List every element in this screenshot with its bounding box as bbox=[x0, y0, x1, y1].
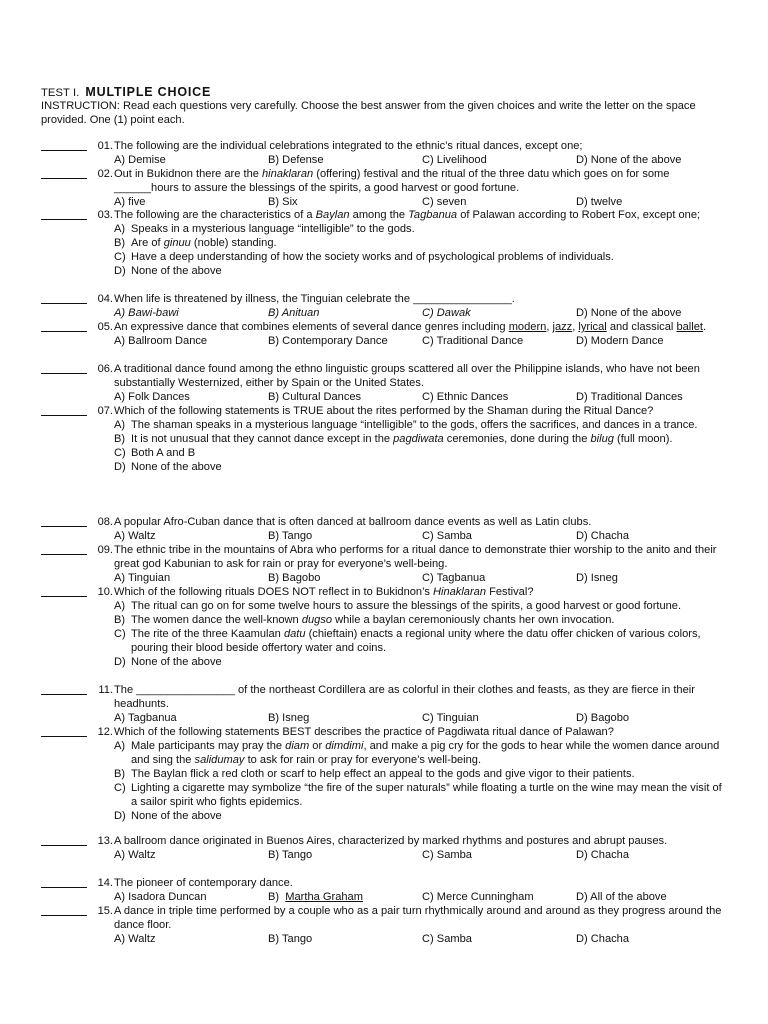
question-4 bbox=[41, 292, 741, 320]
option-a: A) The shaman speaks in a mysterious language “intelligible” to the gods, offers the sacrifices, and dances in a trance. bbox=[114, 419, 698, 431]
choice-c: C) Samba bbox=[422, 530, 472, 542]
choice-b: B) Tango bbox=[268, 530, 313, 542]
choice-b: B) Bagobo bbox=[268, 572, 321, 584]
test-label: TEST I. bbox=[41, 87, 80, 99]
question-3 bbox=[41, 208, 741, 278]
question-number: 15. bbox=[97, 905, 113, 917]
choice-b: B) Six bbox=[268, 196, 298, 208]
question-stem: A ballroom dance originated in Buenos Aires, characterized by marked rhythms and postures and abrupt pauses. bbox=[114, 835, 668, 847]
choice-b: B) Anituan bbox=[268, 307, 320, 319]
question-number: 06. bbox=[97, 363, 113, 375]
option-d: D) None of the above bbox=[114, 656, 222, 668]
choice-c: C) Tagbanua bbox=[422, 572, 486, 584]
question-10 bbox=[41, 585, 741, 669]
choice-a: A) Ballroom Dance bbox=[114, 335, 208, 347]
choice-a: A) Waltz bbox=[114, 933, 156, 945]
question-1 bbox=[41, 139, 741, 167]
answer-blank[interactable] bbox=[41, 292, 87, 304]
answer-blank[interactable] bbox=[41, 543, 87, 555]
option-d: D) None of the above bbox=[114, 810, 222, 822]
question-number: 01. bbox=[97, 140, 113, 152]
question-14 bbox=[41, 876, 741, 904]
option-a: A) The ritual can go on for some twelve hours to assure the blessings of the spirits, a good harvest or good fortune. bbox=[114, 600, 682, 612]
choice-a: A) Bawi-bawi bbox=[114, 307, 179, 319]
question-stem: The following are the individual celebrations integrated to the ethnic’s ritual dances, except one; bbox=[114, 140, 583, 152]
choice-d: D) Isneg bbox=[576, 572, 618, 584]
answer-blank[interactable] bbox=[41, 404, 87, 416]
question-stem: The ethnic tribe in the mountains of Abra who performs for a ritual dance to demonstrate thier worship to the anito and their great god Kabunian to ask for rain or pray for everyone’s well-being. bbox=[114, 544, 717, 570]
choice-a: A) Folk Dances bbox=[114, 391, 190, 403]
answer-blank[interactable] bbox=[41, 904, 87, 916]
question-number: 04. bbox=[97, 293, 113, 305]
choice-a: A) Waltz bbox=[114, 530, 156, 542]
choice-b: B) Tango bbox=[268, 933, 313, 945]
option-c: C) The rite of the three Kaamulan datu (chieftain) enacts a regional unity where the datu offer chicken of various colors, pouring their blood beside offertory water and coins. bbox=[114, 628, 701, 654]
answer-blank[interactable] bbox=[41, 876, 87, 888]
choice-d: D) twelve bbox=[576, 196, 623, 208]
option-c: C) Have a deep understanding of how the society works and of psychological problems of individuals. bbox=[114, 251, 614, 263]
choice-d: D) All of the above bbox=[576, 891, 667, 903]
question-5 bbox=[41, 320, 741, 348]
option-c: C) Both A and B bbox=[114, 447, 196, 459]
question-stem: The ________________ of the northeast Cordillera are as colorful in their clothes and feasts, as they are fierce in their headhunts. bbox=[114, 684, 695, 710]
question-number: 12. bbox=[97, 726, 113, 738]
answer-blank[interactable] bbox=[41, 320, 87, 332]
choice-b: B) Contemporary Dance bbox=[268, 335, 388, 347]
question-6 bbox=[41, 362, 741, 404]
question-stem: When life is threatened by illness, the Tinguian celebrate the ________________. bbox=[114, 293, 515, 305]
choice-a: A) Demise bbox=[114, 154, 166, 166]
question-15 bbox=[41, 904, 741, 946]
answer-blank[interactable] bbox=[41, 362, 87, 374]
choice-d: D) Chacha bbox=[576, 530, 630, 542]
question-stem: Which of the following rituals DOES NOT reflect in to Bukidnon’s Hinaklaran Festival? bbox=[114, 586, 534, 598]
choice-c: C) seven bbox=[422, 196, 467, 208]
choice-b: B) Isneg bbox=[268, 712, 310, 724]
question-11 bbox=[41, 683, 741, 725]
choice-c: C) Samba bbox=[422, 849, 472, 861]
question-2 bbox=[41, 167, 741, 209]
answer-blank[interactable] bbox=[41, 208, 87, 220]
option-b: B) Are of ginuu (noble) standing. bbox=[114, 237, 277, 249]
choice-c: C) Tinguian bbox=[422, 712, 479, 724]
choice-b: B) Defense bbox=[268, 154, 324, 166]
question-stem: Which of the following statements BEST describes the practice of Pagdiwata ritual dance of Palawan? bbox=[114, 726, 614, 738]
choice-a: A) Isadora Duncan bbox=[114, 891, 207, 903]
question-9 bbox=[41, 543, 741, 585]
option-b: B) It is not unusual that they cannot dance except in the pagdiwata ceremonies, done during the bilug (full moon). bbox=[114, 433, 673, 445]
question-number: 13. bbox=[97, 835, 113, 847]
answer-blank[interactable] bbox=[41, 515, 87, 527]
instruction-text: INSTRUCTION: Read each questions very carefully. Choose the best answer from the given choices and write the letter on the space provided. One (1) point each. bbox=[41, 100, 696, 126]
answer-blank[interactable] bbox=[41, 834, 87, 846]
choice-b: B) Tango bbox=[268, 849, 313, 861]
test-title bbox=[41, 85, 211, 99]
question-13 bbox=[41, 834, 741, 862]
choice-d: D) Bagobo bbox=[576, 712, 630, 724]
choice-b: B) Martha Graham bbox=[268, 891, 363, 903]
option-c: C) Lighting a cigarette may symbolize “the fire of the super naturals” while floating a turtle on the wine may mean the visit of a sailor spirit who fights epidemics. bbox=[114, 782, 722, 808]
answer-blank[interactable] bbox=[41, 139, 87, 151]
question-stem: Which of the following statements is TRUE about the rites performed by the Shaman during the Ritual Dance? bbox=[114, 405, 654, 417]
choice-a: A) Tagbanua bbox=[114, 712, 177, 724]
answer-blank[interactable] bbox=[41, 167, 87, 179]
option-b: B) The women dance the well-known dugso while a baylan ceremoniously chants her own invocation. bbox=[114, 614, 615, 626]
answer-blank[interactable] bbox=[41, 585, 87, 597]
question-number: 07. bbox=[97, 405, 113, 417]
option-b: B) The Baylan flick a red cloth or scarf to help effect an appeal to the gods and give vigor to their patients. bbox=[114, 768, 635, 780]
choice-d: D) None of the above bbox=[576, 154, 682, 166]
answer-blank[interactable] bbox=[41, 683, 87, 695]
choice-a: A) Waltz bbox=[114, 849, 156, 861]
question-number: 02. bbox=[97, 168, 113, 180]
question-stem: Out in Bukidnon there are the hinaklaran (offering) festival and the ritual of the three datu which goes on for some ______hours to assure the blessings of the spirits, a good harvest or good fortune. bbox=[114, 168, 670, 194]
choice-d: D) Traditional Dances bbox=[576, 391, 683, 403]
test-heading: MULTIPLE CHOICE bbox=[85, 85, 212, 99]
choice-d: D) Chacha bbox=[576, 849, 630, 861]
choice-b: B) Cultural Dances bbox=[268, 391, 362, 403]
question-stem: The pioneer of contemporary dance. bbox=[114, 877, 293, 889]
option-a: A) Speaks in a mysterious language “intelligible” to the gods. bbox=[114, 223, 415, 235]
choice-d: D) Modern Dance bbox=[576, 335, 664, 347]
choice-c: C) Livelihood bbox=[422, 154, 487, 166]
question-8 bbox=[41, 515, 741, 543]
question-stem: An expressive dance that combines elements of several dance genres including modern, jazz, lyrical and classical ballet. bbox=[114, 321, 707, 333]
question-number: 11. bbox=[98, 684, 113, 696]
choice-c: C) Merce Cunningham bbox=[422, 891, 534, 903]
question-12 bbox=[41, 725, 741, 823]
choice-a: A) five bbox=[114, 196, 146, 208]
choice-d: D) None of the above bbox=[576, 307, 682, 319]
question-number: 10. bbox=[97, 586, 113, 598]
question-7 bbox=[41, 404, 741, 474]
question-number: 05. bbox=[97, 321, 113, 333]
option-d: D) None of the above bbox=[114, 461, 222, 473]
choice-c: C) Dawak bbox=[422, 307, 471, 319]
choice-c: C) Ethnic Dances bbox=[422, 391, 509, 403]
answer-blank[interactable] bbox=[41, 725, 87, 737]
question-stem: A dance in triple time performed by a couple who as a pair turn rhythmically around and around as they progress around the dance floor. bbox=[114, 905, 722, 931]
option-d: D) None of the above bbox=[114, 265, 222, 277]
question-number: 14. bbox=[97, 877, 113, 889]
question-number: 09. bbox=[97, 544, 113, 556]
question-stem: A traditional dance found among the ethno linguistic groups scattered all over the Philippine islands, who have not been substantially Westernized, either by Spain or the United States. bbox=[114, 363, 700, 389]
choice-c: C) Traditional Dance bbox=[422, 335, 524, 347]
option-a: A) Male participants may pray the diam or dimdimi, and make a pig cry for the gods to hear while the women dance around and sing the salidumay to ask for rain or pray for everyone’s well-being. bbox=[114, 740, 720, 766]
choice-c: C) Samba bbox=[422, 933, 472, 945]
question-stem: The following are the characteristics of a Baylan among the Tagbanua of Palawan according to Robert Fox, except one; bbox=[114, 209, 701, 221]
choice-d: D) Chacha bbox=[576, 933, 630, 945]
question-number: 08. bbox=[97, 516, 113, 528]
choice-a: A) Tinguian bbox=[114, 572, 171, 584]
question-stem: A popular Afro-Cuban dance that is often danced at ballroom dance events as well as Latin clubs. bbox=[114, 516, 592, 528]
question-number: 03. bbox=[97, 209, 113, 221]
